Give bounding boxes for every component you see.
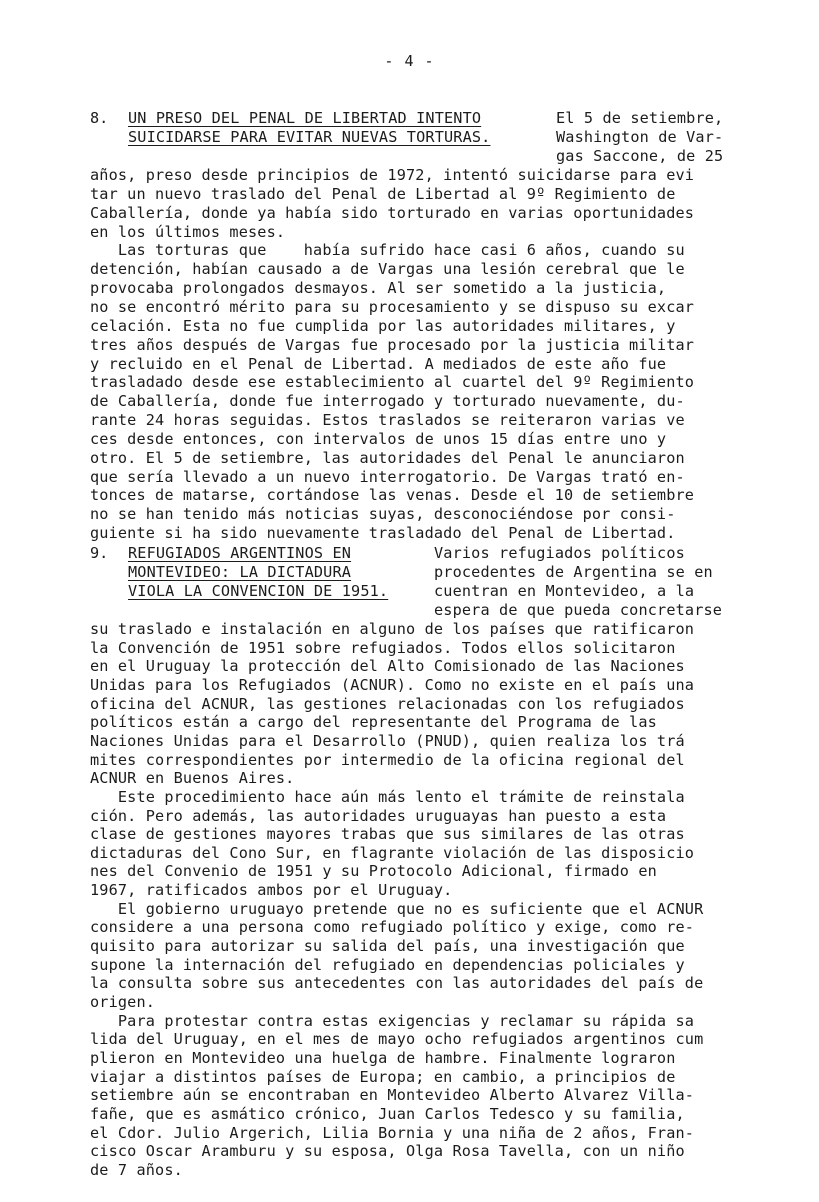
section-9-number: 9. — [90, 544, 109, 562]
body-line: provocaba prolongados desmayos. Al ser sometido a la justicia, — [90, 279, 667, 298]
body-line: la Convención de 1951 sobre refugiados. Todos ellos solicitaron — [90, 638, 676, 657]
body-line: políticos están a cargo del representante del Programa de las — [90, 713, 657, 732]
body-line: y recluido en el Penal de Libertad. A mediados de este año fue — [90, 354, 667, 373]
body-line: El gobierno uruguayo pretende que no es suficiente que el ACNUR — [90, 899, 704, 918]
body-line: de 7 años. — [90, 1160, 183, 1179]
body-line: supone la internación del refugiado en dependencias policiales y — [90, 955, 685, 974]
body-line: plieron en Montevideo una huelga de hambre. Finalmente lograron — [90, 1048, 676, 1067]
body-line: lida del Uruguay, en el mes de mayo ocho refugiados argentinos cum — [90, 1030, 704, 1049]
body-line: el Cdor. Julio Argerich, Lilia Bornia y una niña de 2 años, Fran- — [90, 1123, 695, 1142]
section-9-heading-line-1: REFUGIADOS ARGENTINOS EN — [128, 544, 352, 562]
body-line: su traslado e instalación en alguno de los países que ratificaron — [90, 620, 695, 638]
body-line: nes del Convenio de 1951 y su Protocolo Adicional, firmado en — [90, 862, 657, 881]
body-line: celación. Esta no fue cumplida por las autoridades militares, y — [90, 316, 676, 335]
body-line: origen. — [90, 993, 156, 1011]
body-line: ces desde entonces, con intervalos de unos 15 días entre uno y — [90, 429, 667, 448]
body-line: guiente si ha sido nuevamente trasladado del Penal de Libertad. — [90, 524, 676, 543]
section-9-heading-line-2: MONTEVIDEO: LA DICTADURA — [128, 563, 352, 581]
section-9-side-line-2: procedentes de Argentina se en — [434, 563, 713, 581]
body-line: que sería llevado a un nuevo interrogatorio. De Vargas trató en- — [90, 467, 685, 486]
section-8-heading-line-1: UN PRESO DEL PENAL DE LIBERTAD INTENTO — [128, 109, 482, 127]
body-line: trasladado desde ese establecimiento al cuartel del 9º Regimiento — [90, 373, 695, 392]
body-line: tonces de matarse, cortándose las venas. Desde el 10 de setiembre — [90, 486, 695, 505]
body-line: la consulta sobre sus antecedentes con las autoridades del país de — [90, 974, 704, 993]
body-line: tar un nuevo traslado del Penal de Libertad al 9º Regimiento de — [90, 184, 676, 203]
body-line: cisco Oscar Aramburu y su esposa, Olga Rosa Tavella, con un niño — [90, 1142, 685, 1161]
body-line: rante 24 horas seguidas. Estos traslados se reiteraron varias ve — [90, 411, 685, 430]
body-line: Este procedimiento hace aún más lento el trámite de reinstala — [90, 787, 685, 806]
section-9-side-line-4: espera de que pueda concretarse — [434, 601, 723, 619]
body-line: Para protestar contra estas exigencias y reclamar su rápida sa — [90, 1011, 695, 1030]
section-9-heading-line-3: VIOLA LA CONVENCION DE 1951. — [128, 582, 389, 600]
body-line: detención, habían causado a de Vargas una lesión cerebral que le — [90, 260, 685, 279]
body-line: considere a una persona como refugiado político y exige, como re- — [90, 918, 695, 937]
body-line: fañe, que es asmático crónico, Juan Carlos Tedesco y su familia, — [90, 1104, 685, 1123]
body-line: tres años después de Vargas fue procesado por la justicia militar — [90, 335, 695, 354]
body-line: clase de gestiones mayores trabas que sus similares de las otras — [90, 825, 685, 844]
section-8-side-line-2: Washington de Var- — [556, 128, 724, 146]
body-line: Caballería, donde ya había sido torturado en varias oportunidades — [90, 203, 695, 222]
body-line: Las torturas que había sufrido hace casi 6 años, cuando su — [90, 241, 685, 260]
section-9-side-line-3: cuentran en Montevideo, a la — [434, 582, 695, 600]
body-line: otro. El 5 de setiembre, las autoridades del Penal le anunciaron — [90, 448, 685, 467]
body-line: viajar a distintos países de Europa; en cambio, a principios de — [90, 1067, 676, 1086]
body-line: 1967, ratificados ambos por el Uruguay. — [90, 881, 453, 900]
section-8-side-line-1: El 5 de setiembre, — [556, 109, 724, 127]
body-line: no se han tenido más noticias suyas, desconociéndose por consi- — [90, 505, 676, 524]
body-line: mites correspondientes por intermedio de la oficina regional del — [90, 750, 685, 769]
body-line: Naciones Unidas para el Desarrollo (PNUD), quien realiza los trá — [90, 731, 685, 750]
body-line: dictaduras del Cono Sur, en flagrante violación de las disposicio — [90, 843, 695, 862]
body-line: en los últimos meses. — [90, 222, 286, 241]
body-line: quisito para autorizar su salida del país, una investigación que — [90, 937, 685, 956]
section-8-side-line-3: gas Saccone, de 25 — [556, 147, 724, 165]
body-line: Unidas para los Refugiados (ACNUR). Como no existe en el país una — [90, 675, 695, 694]
section-8-number: 8. — [90, 109, 109, 127]
body-line: en el Uruguay la protección del Alto Comisionado de las Naciones — [90, 657, 685, 676]
body-line: oficina del ACNUR, las gestiones relacionadas con los refugiados — [90, 694, 685, 713]
body-line: setiembre aún se encontraban en Montevideo Alberto Alvarez Villa- — [90, 1086, 695, 1105]
body-line: años, preso desde principios de 1972, intentó suicidarse para evi — [90, 166, 695, 184]
body-line: de Caballería, donde fue interrogado y torturado nuevamente, du- — [90, 392, 685, 411]
section-8-heading-line-2: SUICIDARSE PARA EVITAR NUEVAS TORTURAS. — [128, 128, 491, 146]
page-number: - 4 - — [384, 52, 435, 70]
body-line: no se encontró mérito para su procesamiento y se dispuso su excar — [90, 297, 695, 316]
body-line: ACNUR en Buenos Aires. — [90, 769, 295, 788]
section-9-side-line-1: Varios refugiados políticos — [434, 544, 685, 562]
body-line: ción. Pero además, las autoridades uruguayas han puesto a esta — [90, 806, 667, 825]
